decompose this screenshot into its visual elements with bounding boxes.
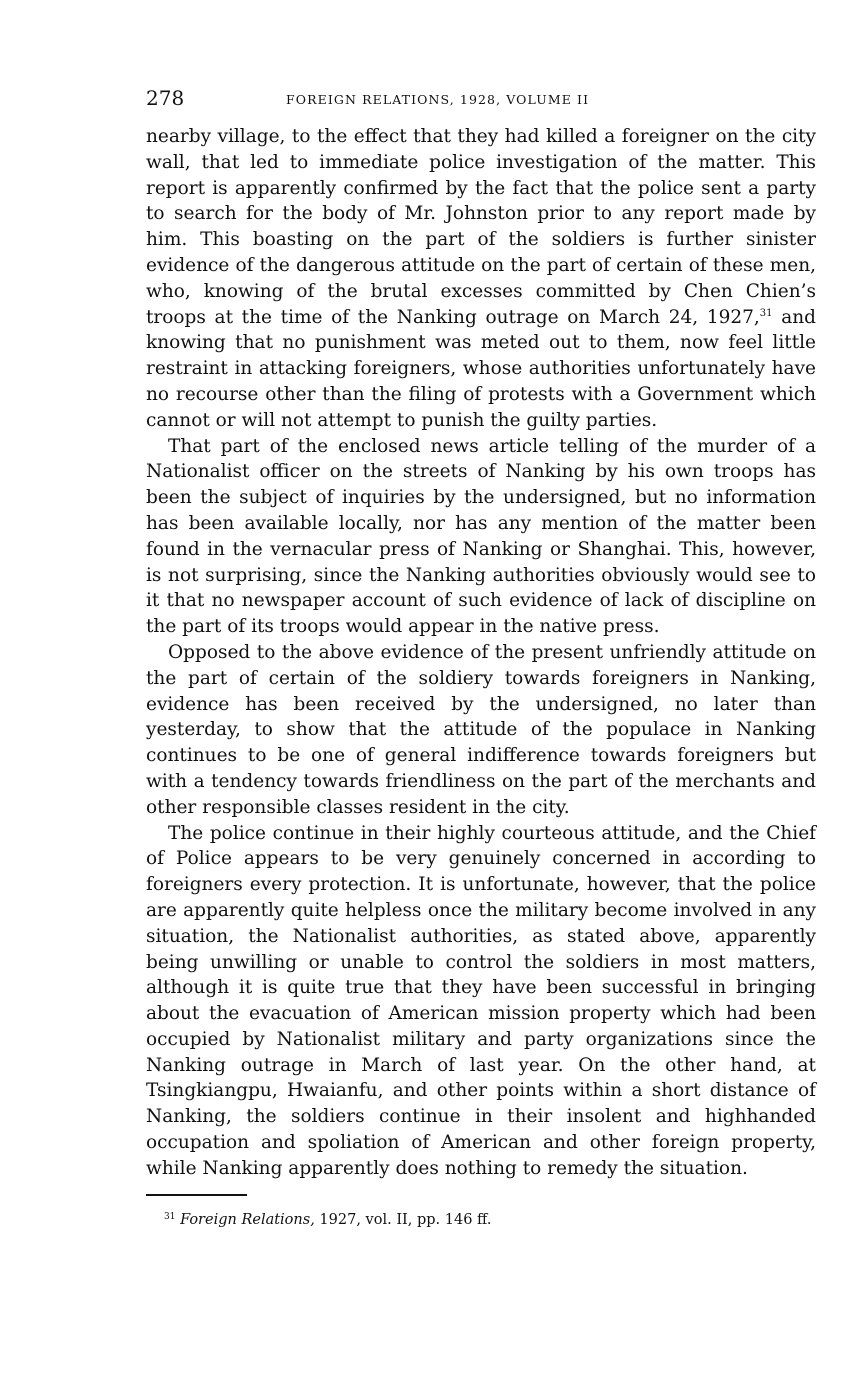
footnote-divider bbox=[146, 1194, 247, 1196]
paragraph-1-tail: and knowing that no punishment was meted out to them, now feel little restraint in attacking foreigners, whose authorities unfortunately have no recourse other than the filing of protests with a Government which cannot or will not attempt to punish the guilty parties. bbox=[146, 306, 816, 431]
footnote-citation: 1927, vol. II, pp. 146 ff. bbox=[314, 1211, 492, 1228]
paragraph-1-text: nearby village, to the effect that they had killed a foreigner on the city wall, that led to immediate police investigation of the matter. This report is apparently confirmed by the fact that the police sent a party to search for the body of Mr. Johnston prior to any report made by him. This boasting on the part of the soldiers is further sinister evidence of the dangerous attitude on the part of certain of these men, who, knowing of the brutal excesses committed by Chen Chien’s troops at the time of the Nanking outrage on March 24, 1927, bbox=[146, 126, 816, 328]
footnote-mark: 31 bbox=[164, 1211, 176, 1222]
running-head: FOREIGN RELATIONS, 1928, VOLUME II bbox=[286, 92, 590, 107]
paragraph-4: The police continue in their highly courteous attitude, and the Chief of Police appears to be very genuinely concerned in according to foreigners every protection. It is unfortunate, however, that the police are apparently quite helpless once the military become involved in any situation, the Nationalist authorities, as stated above, apparently being unwilling or unable to control the soldiers in most matters, although it is quite true that they have been successful in bringing about the evacuation of American mission property which had been occupied by Nationalist military and party organizations since the Nanking outrage in March of last year. On the other hand, at Tsingkiangpu, Hwaianfu, and other points within a short distance of Nanking, the soldiers continue in their insolent and highhanded occupation and spoliation of American and other foreign property, while Nanking apparently does nothing to remedy the situation. bbox=[146, 822, 816, 1179]
paragraph-1 bbox=[146, 124, 816, 434]
footnote bbox=[146, 1212, 816, 1228]
footnote-title: Foreign Relations, bbox=[180, 1211, 315, 1228]
paragraph-3: Opposed to the above evidence of the present unfriendly attitude on the part of certain of the soldiery towards foreigners in Nanking, evidence has been received by the undersigned, no later than yesterday, to show that the attitude of the populace in Nanking continues to be one of general indifference towards foreigners but with a tendency towards friendliness on the part of the merchants and other responsible classes resident in the city. bbox=[146, 641, 816, 818]
paragraph-2: That part of the enclosed news article telling of the murder of a Nationalist officer on the streets of Nanking by his own troops has been the subject of inquiries by the undersigned, but no information has been available locally, nor has any mention of the matter been found in the vernacular press of Nanking or Shanghai. This, however, is not surprising, since the Nanking authorities obviously would see to it that no newspaper account of such evidence of lack of discipline on the part of its troops would appear in the native press. bbox=[146, 435, 816, 638]
footnote-reference: 31 bbox=[759, 307, 773, 319]
body-text bbox=[146, 124, 816, 1182]
document-page bbox=[146, 86, 816, 1228]
page-header bbox=[146, 86, 816, 116]
page-number: 278 bbox=[146, 86, 185, 110]
